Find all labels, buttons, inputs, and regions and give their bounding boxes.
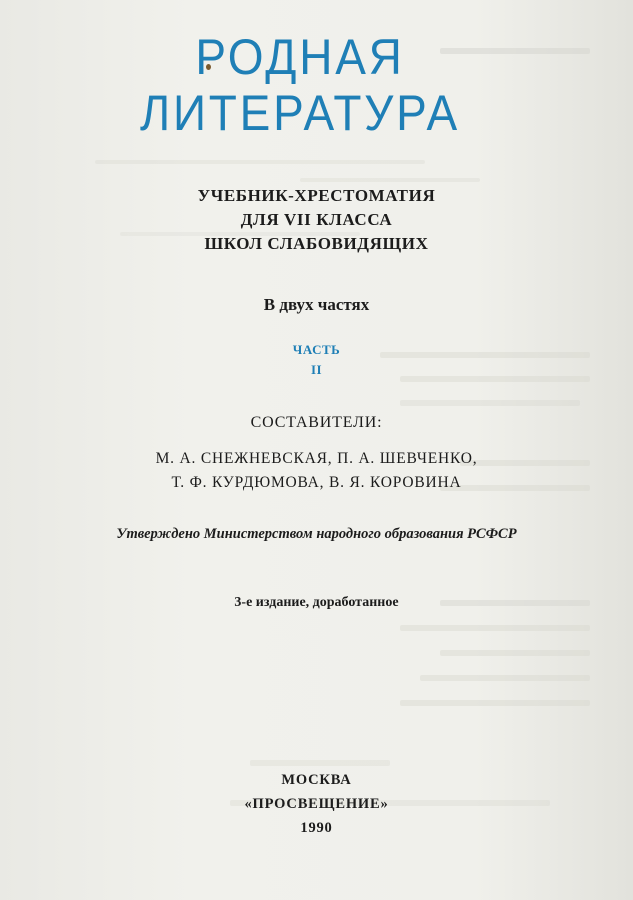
subtitle-line-3: ШКОЛ СЛАБОВИДЯЩИХ — [204, 234, 429, 253]
compilers-line-1: М. А. СНЕЖНЕВСКАЯ, П. А. ШЕВЧЕНКО, — [155, 450, 478, 467]
compilers-line-2: Т. Ф. КУРДЮМОВА, В. Я. КОРОВИНА — [171, 474, 462, 491]
part-number: II — [310, 362, 323, 377]
edition-note: 3-е издание, доработанное — [234, 595, 399, 610]
approval-note: Утверждено Министерством народного образования РСФСР — [116, 526, 517, 542]
book-title-line-1: РОДНАЯ — [195, 29, 405, 85]
imprint-city: МОСКВА — [281, 772, 352, 788]
subtitle-line-2: ДЛЯ VII КЛАССА — [240, 210, 393, 229]
subtitle-line-1: УЧЕБНИК-ХРЕСТОМАТИЯ — [197, 186, 436, 205]
book-title-line-2: ЛИТЕРАТУРА — [140, 85, 460, 141]
compilers-heading: СОСТАВИТЕЛИ: — [250, 414, 383, 431]
imprint-publisher: «ПРОСВЕЩЕНИЕ» — [244, 796, 389, 812]
part-label: ЧАСТЬ — [292, 342, 341, 357]
imprint-year: 1990 — [300, 820, 333, 836]
parts-count: В двух частях — [263, 295, 370, 314]
